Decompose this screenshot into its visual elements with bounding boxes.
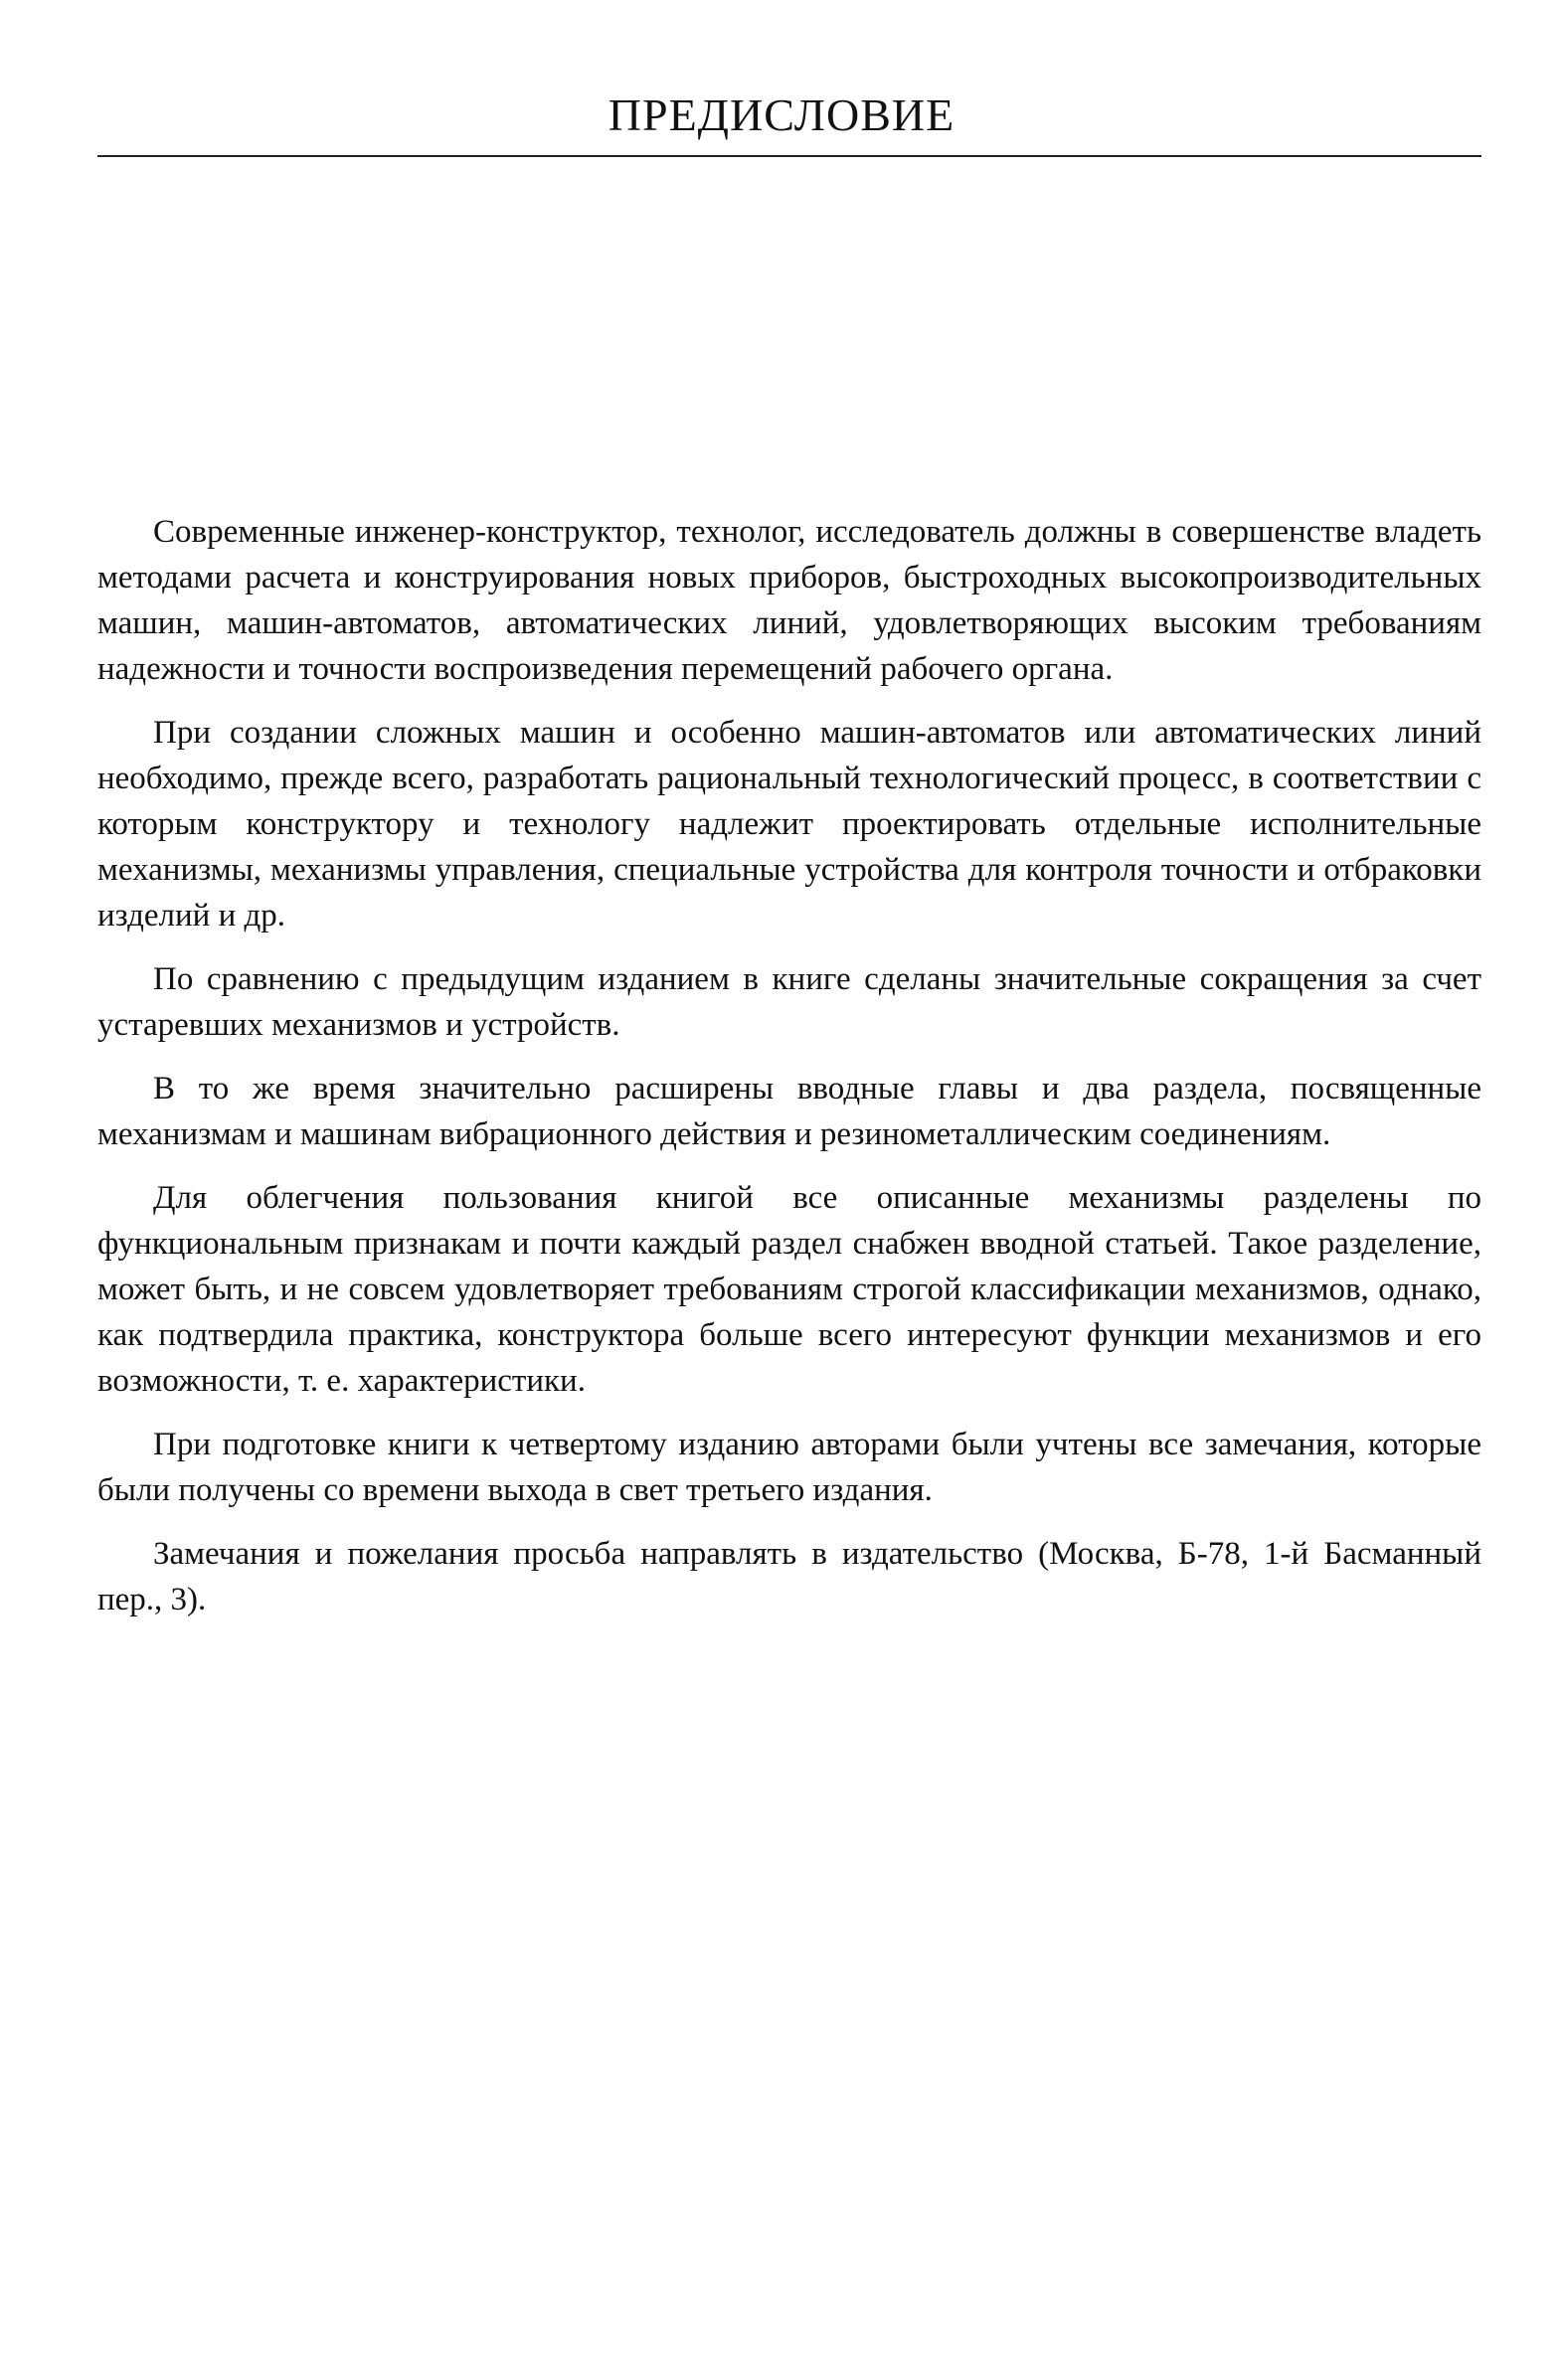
paragraph: По сравнению с предыдущим изданием в книге сделаны значительные сокращения за счет устаревших механизмов и устройств. bbox=[97, 961, 1481, 1043]
paragraph: При подготовке книги к четвертому изданию авторами были учтены все замечания, которые были получены со времени выхода в свет третьего издания. bbox=[97, 1427, 1481, 1508]
paragraph: При создании сложных машин и особенно машин-автоматов или автоматических линий необходимо, прежде всего, разработать рациональный технологический процесс, в соответствии с которым конструктору и технологу надлежит проектировать отдельные исполнительные механизмы, механизмы управления, специальные устройства для контроля точности и отбраковки изделий и др. bbox=[97, 715, 1481, 934]
preface-body bbox=[97, 509, 1481, 1640]
paragraph: Для облегчения пользования книгой все описанные механизмы разделены по функциональным признакам и почти каждый раздел снабжен вводной статьей. Такое разделение, может быть, и не совсем удовлетворяет требованиям строгой классификации механизмов, однако, как подтвердила практика, конструктора больше всего интересуют функции механизмов и его возможности, т. е. характеристики. bbox=[97, 1180, 1481, 1399]
page-title: ПРЕДИСЛОВИЕ bbox=[608, 89, 955, 140]
paragraph: Замечания и пожелания просьба направлять в издательство (Москва, Б-78, 1-й Басманный пер., 3). bbox=[97, 1536, 1481, 1617]
paragraph: Современные инженер-конструктор, технолог, исследователь должны в совершенстве владеть методами расчета и конструирования новых приборов, быстроходных высокопроизводительных машин, машин-автоматов, автоматических линий, удовлетворяющих высоким требованиям надежности и точности воспроизведения перемещений рабочего органа. bbox=[97, 514, 1481, 687]
title-divider bbox=[97, 155, 1481, 157]
paragraph: В то же время значительно расширены вводные главы и два раздела, посвященные механизмам и машинам вибрационного действия и резинометаллическим соединениям. bbox=[97, 1071, 1481, 1152]
